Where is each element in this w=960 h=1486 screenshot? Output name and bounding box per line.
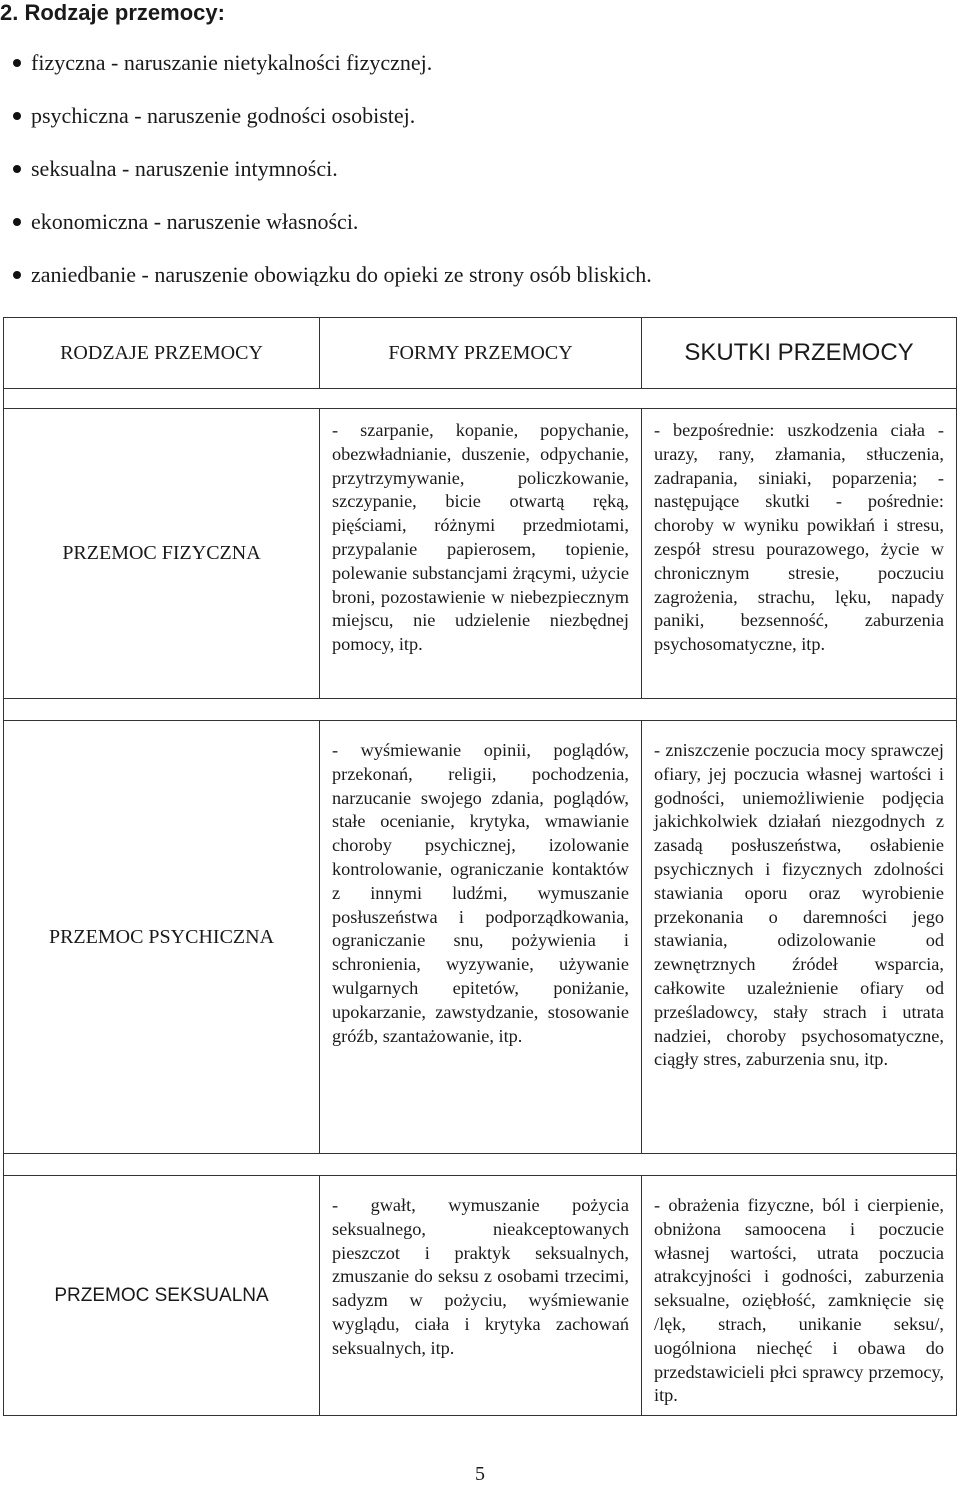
- header-effects: SKUTKI PRZEMOCY: [642, 318, 957, 389]
- table-header-row: [4, 318, 957, 389]
- bullet-icon: [13, 59, 21, 67]
- list-item: [10, 205, 652, 258]
- list-item-text: fizyczna - naruszanie nietykalności fizycznej.: [31, 50, 433, 75]
- list-item: [10, 46, 652, 99]
- section-heading: 2. Rodzaje przemocy:: [0, 0, 225, 25]
- violence-effects-cell: - obrażenia fizyczne, ból i cierpienie, obniżona samoocena i poczucie własnej wartości, utrata poczucia atrakcyjności i godności, zaburzenia seksualne, oziębłość, zamknięcie się /lęk, strach, unikanie seksu/, uogólniona niechęć i obawa do przedstawicieli płci sprawcy przemocy, itp.: [642, 1176, 957, 1416]
- bullet-icon: [13, 271, 21, 279]
- violence-effects-cell: - bezpośrednie: uszkodzenia ciała - urazy, rany, złamania, stłuczenia, zadrapania, siniaki, poparzenia; - następujące skutki - pośrednie: choroby w wyniku powikłań i stresu, zespół stresu pourazowego, życie w chronicznym stresie, poczuciu zagrożenia, strachu, lęku, napady paniki, bezsenność, zaburzenia psychosomatyczne, itp.: [642, 409, 957, 699]
- table-row-physical: [4, 409, 957, 699]
- violence-kinds-list: [10, 46, 652, 311]
- violence-forms-cell: - szarpanie, kopanie, popychanie, obezwładnianie, duszenie, odpychanie, przytrzymywanie, policzkowanie, szczypanie, bicie otwartą ręką, pięściami, różnymi przedmiotami, przypalanie papierosem, topienie, polewanie substancjami żrącymi, użycie broni, pozostawienie w niebezpiecznym miejscu, nie udzielenie niezbędnej pomocy, itp.: [320, 409, 642, 699]
- bullet-icon: [13, 218, 21, 226]
- violence-forms-cell: - gwałt, wymuszanie pożycia seksualnego, nieakceptowanych pieszczot i praktyk seksualnych, zmuszanie do seksu z osobami trzecimi, sadyzm w pożyciu, wyśmiewanie wyglądu, ciała i krytyka zachowań seksualnych, itp.: [320, 1176, 642, 1416]
- table-spacer: [4, 699, 957, 721]
- header-forms: FORMY PRZEMOCY: [320, 318, 642, 389]
- violence-type-cell: PRZEMOC PSYCHICZNA: [4, 721, 320, 1154]
- table-spacer: [4, 1154, 957, 1176]
- list-item-text: seksualna - naruszenie intymności.: [31, 156, 338, 181]
- violence-type-cell: PRZEMOC SEKSUALNA: [4, 1176, 320, 1416]
- violence-effects-cell: - zniszczenie poczucia mocy sprawczej ofiary, jej poczucia własnej wartości i godności, uniemożliwienie podjęcia jakichkolwiek działań niezgodnych z zasadą posłuszeństwa, osłabienie psychicznych i fizycznych zdolności stawiania oporu oraz wyrobienie przekonania o daremności jego stawiania, odizolowanie od zewnętrznych źródeł wsparcia, całkowite uzależnienie ofiary od prześladowcy, stały strach i utrata nadziei, choroby psychosomatyczne, ciągły stres, zaburzenia snu, itp.: [642, 721, 957, 1154]
- list-item: [10, 99, 652, 152]
- list-item-text: ekonomiczna - naruszenie własności.: [31, 209, 359, 234]
- violence-forms-cell: - wyśmiewanie opinii, poglądów, przekonań, religii, pochodzenia, narzucanie swojego zdania, poglądów, stałe ocenianie, krytyka, wmawianie choroby psychicznej, izolowanie kontrolowanie, ograniczanie kontaktów z innymi ludźmi, wymuszanie posłuszeństwa i podporządkowania, ograniczanie snu, pożywienia i schronienia, wyzywanie, używanie wulgarnych epitetów, poniżanie, upokarzanie, zawstydzanie, stosowanie gróźb, szantażowanie, itp.: [320, 721, 642, 1154]
- list-item: [10, 258, 652, 311]
- page-number: 5: [475, 1463, 485, 1485]
- bullet-icon: [13, 165, 21, 173]
- table-row-sexual: [4, 1176, 957, 1416]
- list-item-text: psychiczna - naruszenie godności osobistej.: [31, 103, 416, 128]
- violence-forms-table: [3, 317, 957, 1416]
- violence-type-cell: PRZEMOC FIZYCZNA: [4, 409, 320, 699]
- table-spacer: [4, 389, 957, 409]
- list-item: [10, 152, 652, 205]
- bullet-icon: [13, 112, 21, 120]
- header-kinds: RODZAJE PRZEMOCY: [4, 318, 320, 389]
- table-row-psychological: [4, 721, 957, 1154]
- list-item-text: zaniedbanie - naruszenie obowiązku do opieki ze strony osób bliskich.: [31, 262, 652, 287]
